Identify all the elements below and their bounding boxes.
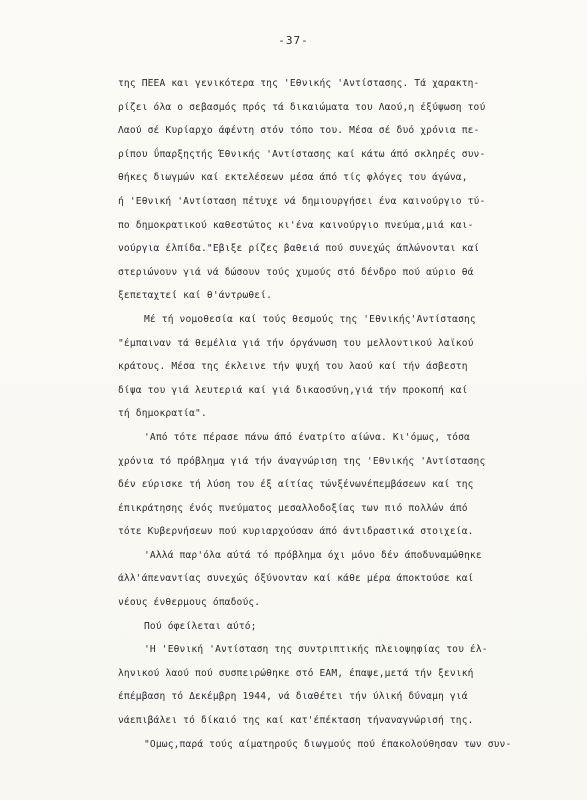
text-line: ρίπου ΰπαρξηςτής Έθνικής 'Αντίστασης καί κάτω άπό σκληρές συν- xyxy=(118,148,486,160)
text-line: κράτους. Μέσα της έκλεινε τήν ψυχή του λαού καί τήν άσβεστη xyxy=(118,361,468,373)
text-line: 'Η 'Εθνική 'Αντίσταση της συντριπτικής πλειοψηφίας του έλ- xyxy=(144,644,488,656)
text-line: της ΠΕΕΑ και γενικότερα της 'Εθνικής 'Αντίστασης. Τά χαρακτη- xyxy=(118,78,480,89)
text-line: θήκες διωγμών καί εκτελέσεων μέσα άπό τίς φλόγες του άγώνα, xyxy=(118,172,468,184)
text-line: χρόνια τό πρόβλημα γιά τήν άναγνώριση της 'Εθνικής 'Αντίστασης xyxy=(118,455,486,467)
text-line: ή 'Εθνική 'Αντίσταση πέτυχε νά δημιουργήσει ένα καινούργιο τύ- xyxy=(118,195,486,207)
text-line: έπέμβαση τό Δεκέμβρη 1944, νά διαθέτει τήν ύλική δύναμη γιά xyxy=(118,691,468,703)
text-line: άλλ'άπεναντίας συνεχώς όξύνονταν καί κάθε μέρα άποκτούσε καί xyxy=(118,573,474,585)
text-line: Μέ τή νομοθεσία καί τούς θεσμούς της 'Εθνικής'Αντίστασης xyxy=(144,313,476,325)
text-line: Λαού σέ Κυρίαρχο άφέντη στόν τόπο του. Μέσα σέ δυό χρόνια πε- xyxy=(118,125,480,137)
text-line: ρίζει όλα ο σεβασμός πρός τά δικαιώματα του Λαού,η έξύψωση τού xyxy=(118,101,486,113)
text-line: 'Αλλά παρ'όλα αύτά τό πρόβλημα όχι μόνο δέν άποδυναμώθηκε xyxy=(144,549,482,561)
document-body xyxy=(118,72,558,756)
text-line: Πού όφείλεται αύτό; xyxy=(144,620,257,632)
text-line: ληνικού λαού πού συσπειρώθηκε στό ΕΑΜ, έπαψε,μετά τήν ξενική xyxy=(118,667,474,679)
text-line: "Ομως,παρά τούς αίματηρούς διωγμούς πού έπακολούθησαν των συν- xyxy=(144,738,512,750)
text-line: πο δημοκρατικού καθεστώτος κι'ένα καινούργιο πνεύμα,μιά και- xyxy=(118,219,474,231)
text-line: στεριώνουν γιά νά δώσουν τούς χυμούς στό δένδρο πού αύριο θά xyxy=(118,266,474,278)
text-line: νούργια έλπίδα."Εβιξε ρίζες βαθειά πού συνεχώς άπλώνονται καί xyxy=(118,243,480,255)
text-line: 'Από τότε πέρασε πάνω άπό ένατρίτο αίώνα. Κι'όμως, τόσα xyxy=(144,431,470,443)
text-line: τή δημοκρατία". xyxy=(118,408,207,420)
text-line: έπικράτησης ένός πνεύματος μεσαλλοδοξίας των πιό πολλών άπό xyxy=(118,502,468,514)
text-line: νέους ένθερμους όπαδούς. xyxy=(118,597,261,609)
text-line: "έμπαιναν τά θεμέλια γιά τήν όργάνωση του μελλοντικού λαϊκού xyxy=(118,337,474,349)
page-number: -37- xyxy=(278,34,309,47)
text-line: τότε Κυβερνήσεων πού κυριαρχούσαν άπό άντιδραστικά στοιχεία. xyxy=(118,526,474,538)
text-line: νάεπιβάλει τό δίκαιό της καί κατ'έπέκταση τήναναγνώρισή της. xyxy=(118,715,474,727)
text-line: δέν εύρισκε τή λύση του έξ αίτίας τώνξένωνέπεμβάσεων καί της xyxy=(118,479,474,491)
text-line: ξεπεταχτεί καί θ'άντρωθεί. xyxy=(118,290,273,302)
text-line: δίψα του γιά λευτεριά καί γιά δικαοσύνη,γιά τήν προκοπή καί xyxy=(118,384,468,396)
